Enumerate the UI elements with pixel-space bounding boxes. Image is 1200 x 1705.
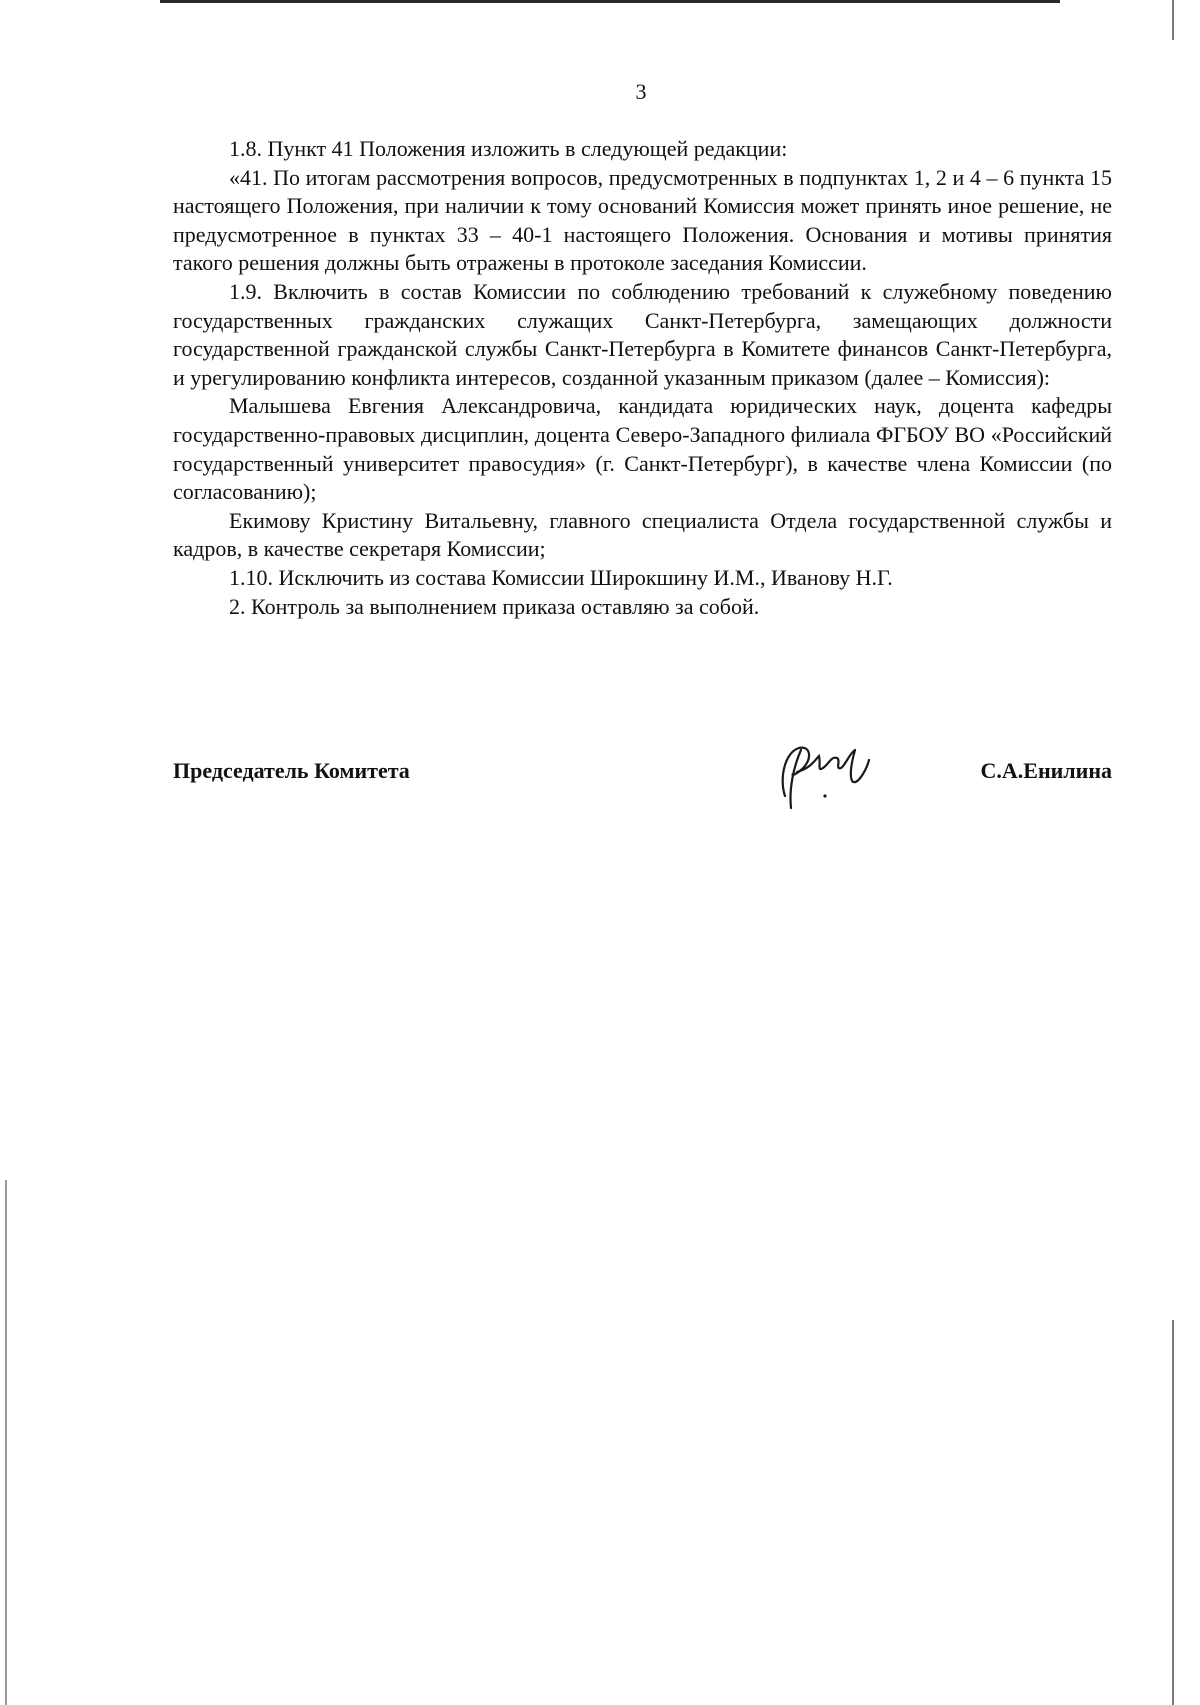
paragraph-point-41: «41. По итогам рассмотрения вопросов, предусмотренных в подпунктах 1, 2 и 4 – 6 пункта 15 настоящего Положения, при наличии к тому оснований Комиссия может принять иное решение, не предусмотренное в пунктах 33 – 40-1 настоящего Положения. Основания и мотивы принятия такого решения должны быть отражены в протоколе заседания Комиссии. bbox=[173, 164, 1112, 276]
scan-edge-right bbox=[1172, 0, 1174, 1705]
paragraph-member-malyshev: Малышева Евгения Александровича, кандидата юридических наук, доцента кафедры государственно-правовых дисциплин, доцента Северо-Западного филиала ФГБОУ ВО «Российский государственный университет правосудия» (г. Санкт-Петербург), в качестве члена Комиссии (по согласованию); bbox=[173, 393, 1112, 505]
signatory-name: С.А.Енилина bbox=[980, 758, 1112, 783]
paragraph-1-9: 1.9. Включить в состав Комиссии по соблюдению требований к служебному поведению государственных гражданских служащих Санкт-Петербурга, замещающих должности государственной гражданской службы Санкт-Петербурга в Комитете финансов Санкт-Петербурга, и урегулированию конфликта интересов, созданной указанным приказом (далее – Комиссия): bbox=[173, 278, 1112, 390]
paragraph-2-control: 2. Контроль за выполнением приказа оставляю за собой. bbox=[229, 593, 760, 619]
scan-edge-left bbox=[5, 1180, 7, 1705]
paragraph-secretary-ekimova: Екимову Кристину Витальевну, главного специалиста Отдела государственной службы и кадров, в качестве секретаря Комиссии; bbox=[173, 507, 1112, 562]
paragraph-1-8: 1.8. Пункт 41 Положения изложить в следующей редакции: bbox=[229, 136, 788, 161]
scan-edge-top bbox=[0, 0, 1200, 3]
document-body bbox=[173, 135, 1112, 621]
handwritten-signature-icon bbox=[771, 738, 881, 818]
signature-block bbox=[173, 738, 1112, 838]
paragraph-1-10: 1.10. Исключить из состава Комиссии Широкшину И.М., Иванову Н.Г. bbox=[229, 564, 893, 590]
page-number: 3 bbox=[635, 79, 647, 104]
signatory-title: Председатель Комитета bbox=[173, 758, 410, 783]
